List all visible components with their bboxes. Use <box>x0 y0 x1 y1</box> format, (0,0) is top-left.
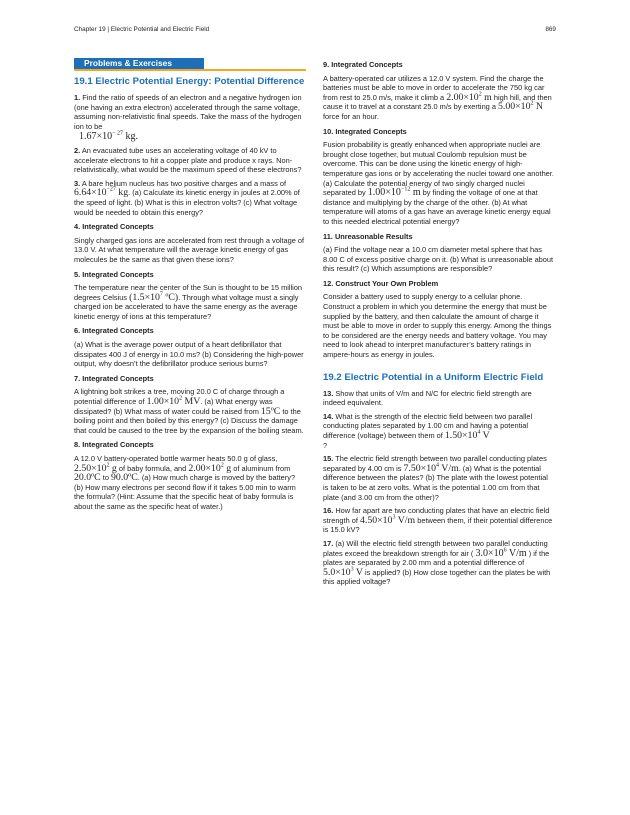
math-expr: $1.00\times 10^{-12}$ m <box>367 186 421 199</box>
problem-16: 16. How far apart are two conducting plates that have an electric field strength of $4.50\times 10^3$ V/m between them, if their potential difference is 15.0 kV? <box>323 506 553 535</box>
problem-4: Singly charged gas ions are accelerated from rest through a voltage of 13.0 V. At what temperature will the average kinetic energy of gas molecules be the same as that given these ions? <box>74 235 305 264</box>
math-expr: $5.0\times 10^3$ V <box>323 566 363 578</box>
math-expr: $7.50\times 10^4$ V/m <box>403 462 459 474</box>
math-expr: ($1.5\times 10^7$ ºC) <box>129 291 179 303</box>
math-expr: $4.50\times 10^3$ V/m <box>359 514 416 526</box>
problem-10: Fusion probability is greatly enhanced when appropriate nuclei are brought close together, but mutual Coulomb repulsion must be overcome. This can be done using the kinetic energy of high-temperature gas ions or by accelerating the nuclei toward one another. (a) Calculate the potential energy of two singly charged nuclei separated by $1.00\times 10^{-12}$ m by finding the voltage of one at that distance and multiplying by the charge of the other. (b) At what temperature will atoms of a gas have an average kinetic energy equal to this needed electrical potential energy? <box>323 140 554 226</box>
problem-12-heading: 12. Construct Your Own Problem <box>323 278 439 288</box>
problem-6: (a) What is the average power output of a heart defibrillator that dissipates 400 J of energy in 10.0 ms? (b) Considering the high-power output, why doesn’t the defibrillator produce serious burns? <box>74 340 304 369</box>
math-expr: $6.64\times 10^{-27}$ kg <box>74 187 129 199</box>
problem-8-heading: 8. Integrated Concepts <box>74 440 154 450</box>
math-expr: $2.50\times 10^2$ g <box>74 462 117 474</box>
chapter-title: Chapter 19 | Electric Potential and Electric Field <box>74 26 210 33</box>
problem-2: 2. An evacuated tube uses an accelerating voltage of 40 kV to accelerate electrons to hit a copper plate and produce x rays. Non-relativistically, what would be the maximum speed of these electrons? <box>74 145 302 175</box>
math-expr: 15ºC <box>260 405 281 417</box>
math-expr: 90.0ºC <box>111 472 138 484</box>
problem-11: (a) Find the voltage near a 10.0 cm diameter metal sphere that has 8.00 C of excess positive charge on it. (b) What is unreasonable about this result? (c) Which assumptions are responsible? <box>323 245 554 274</box>
problem-9-heading: 9. Integrated Concepts <box>323 60 403 69</box>
page-number: 869 <box>545 26 556 33</box>
math-expr: $5.00\times 10^2$ N <box>498 101 544 113</box>
math-expr: $3.0\times 10^6$ V/m <box>475 547 527 559</box>
math-expr: $1.67\times 10^{- 27}$ kg. <box>79 131 139 143</box>
problem-5-heading: 5. Integrated Concepts <box>74 269 154 279</box>
math-expr: $1.00\times 10^2$ MV <box>146 395 201 408</box>
problem-17: 17. (a) Will the electric field strength between two parallel conducting plates exceed the breakdown strength for air ( $3.0\times 10^6$ V/m ) if the plates are separated by 2.00 mm and a potential difference of $5.0\times 10^3$ V is applied? (b) How close together can the plates be with this applied voltage? <box>323 538 551 587</box>
problem-7: A lightning bolt strikes a tree, moving 20.0 C of charge through a potential difference of $1.00\times 10^2$ MV. (a) What energy was dissipated? (b) What mass of water could be raised from 15ºC to the boiling point and then boiled by this energy? (c) Discuss the damage that could be caused to the tree by the expansion of the boiling steam. <box>74 387 304 435</box>
math-expr: $2.00\times 10^2$ g <box>188 462 232 474</box>
problem-5: The temperature near the center of the Sun is thought to be 15 million degrees Celsius ($1.5\times 10^7$ ºC). Through what voltage must a singly charged ion be accelerated to have the same energy as the average kinetic energy of ions at this temperature? <box>74 283 303 321</box>
problem-4-heading: 4. Integrated Concepts <box>74 222 154 232</box>
page-header <box>74 26 556 38</box>
problem-1: 1. Find the ratio of speeds of an electron and a negative hydrogen ion (one having an extra electron) accelerated through the same voltage, assuming non-relativistic final speeds. Take the mass of the hydrogen ion to be $1.67\times 10^{- 27}$ kg. <box>74 93 306 142</box>
problem-3: 3. A bare helium nucleus has two positive charges and a mass of $6.64\times 10^{-27}$ kg. (a) Calculate its kinetic energy in joules at 2.00% of the speed of light. (b) What is this in electron volts? (c) What voltage would be needed to obtain this energy? <box>74 178 300 217</box>
section-title-19-1: 19.1 Electric Potential Energy: Potential Difference <box>74 76 305 87</box>
problem-9: A battery-operated car utilizes a 12.0 V system. Find the charge the batteries must be able to move in order to accelerate the 750 kg car from rest to 25.0 m/s, make it climb a $2.00\times 10^2$ m high hill, and then cause it to travel at a constant 25.0 m/s by exerting a $5.00\times 10^2$ N force for an hour. <box>323 73 552 121</box>
problem-11-heading: 11. Unreasonable Results <box>323 231 413 241</box>
problems-banner <box>74 58 306 70</box>
problem-15: 15. The electric field strength between two parallel conducting plates separated by 4.00 cm is $7.50\times 10^4$ V/m. (a) What is the potential difference between the plates? (b) The plate with the lowest potential is taken to be at zero volts. What is the potential 1.00 cm from that plate (and 3.00 cm from the other)? <box>323 454 548 502</box>
math-expr: 20.0ºC <box>74 472 101 484</box>
problem-10-heading: 10. Integrated Concepts <box>323 126 407 136</box>
problem-13: 13. Show that units of V/m and N/C for electric field strength are indeed equivalent. <box>323 388 532 408</box>
math-expr: $1.50\times 10^4$ V <box>444 429 490 441</box>
math-expr: $2.00\times 10^2$ m <box>446 91 492 103</box>
left-column <box>74 58 306 516</box>
banner-label: Problems & Exercises <box>84 58 172 68</box>
problem-12: Consider a battery used to supply energy to a cellular phone. Construct a problem in which you determine the energy that must be supplied by the battery, and then calculate the amount of charge it must be able to move in order to supply this energy. Among the things to be considered are the energy needs and battery voltage. You may need to look ahead to interpret manufacturer’s battery ratings in ampere-hours as energy in joules. <box>323 292 552 360</box>
problem-6-heading: 6. Integrated Concepts <box>74 326 154 336</box>
problem-7-heading: 7. Integrated Concepts <box>74 373 154 383</box>
section-title-19-2: 19.2 Electric Potential in a Uniform Electric Field <box>323 371 544 383</box>
problem-8: A 12.0 V battery-operated bottle warmer heats 50.0 g of glass, $2.50\times 10^2$ g of baby formula, and $2.00\times 10^2$ g of aluminum from 20.0ºC to 90.0ºC. (a) How much charge is moved by the battery? (b) How many electrons per second flow if it takes 5.00 min to warm the formula? (Hint: Assume that the specific heat of baby formula is about the same as the specific heat of water.) <box>74 454 296 511</box>
right-column <box>323 58 555 591</box>
problem-14: 14. What is the strength of the electric field between two parallel conducting plates separated by 1.00 cm and having a potential difference (voltage) between them of $1.50\times 10^4$ V ? <box>323 411 533 450</box>
